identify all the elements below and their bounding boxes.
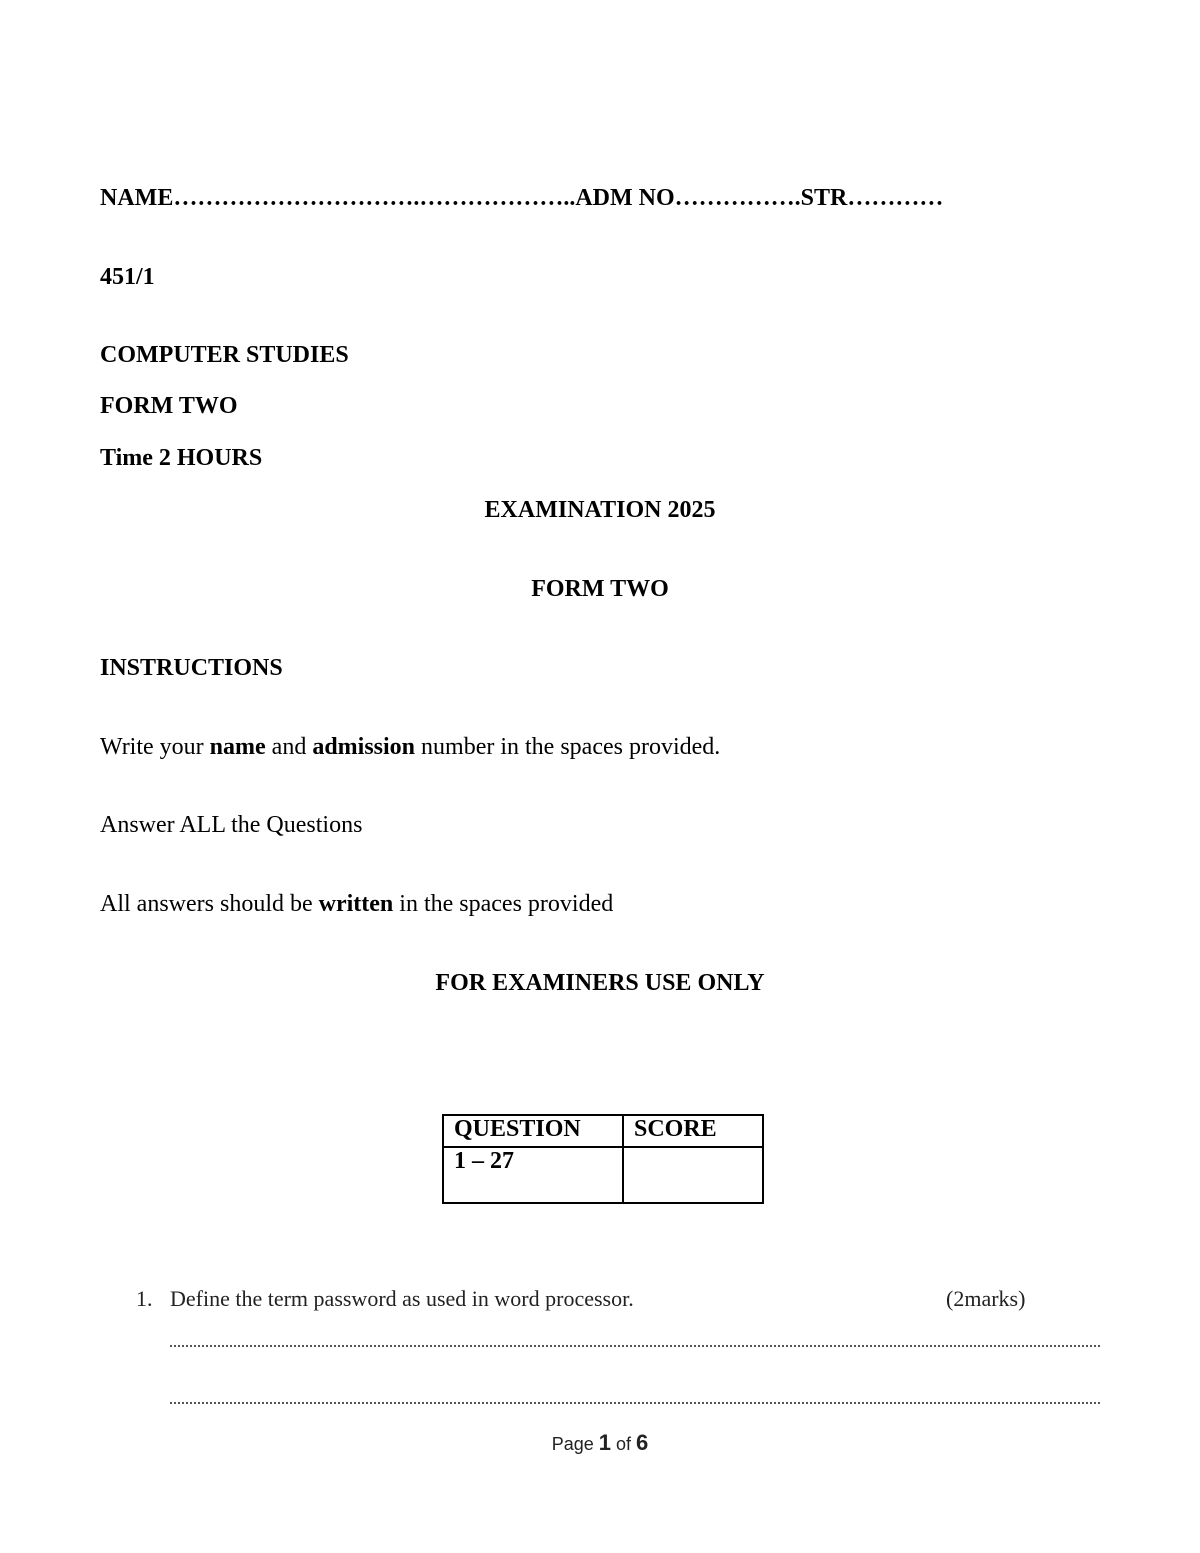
instructions-heading: INSTRUCTIONS [100,655,283,681]
str-label: STR [800,185,848,211]
score-table-header-score: SCORE [623,1115,763,1147]
paper-code: 451/1 [100,264,155,290]
instruction-1-bold-admission: admission [312,734,416,760]
instruction-1-bold-name: name [209,734,266,760]
instruction-1-text: Write your [100,734,210,760]
adm-field[interactable]: ……………. [674,185,801,211]
question-1-marks: (2marks) [946,1286,1026,1311]
adm-label: ADM NO [575,185,675,211]
table-row [443,1147,763,1203]
subject: COMPUTER STUDIES [100,342,349,368]
exam-title: EXAMINATION 2025 [484,497,716,523]
footer-page-word: Page [551,1434,594,1454]
instruction-1-text-2: and [265,734,313,760]
footer-current-page: 1 [598,1430,611,1455]
page-footer [0,1430,1200,1456]
instruction-3-text-2: in the spaces provided [393,891,614,917]
exam-form: FORM TWO [531,576,669,602]
instruction-3-text: All answers should be [100,891,319,917]
str-field[interactable]: ………… [847,185,944,211]
answer-line[interactable] [170,1343,1100,1347]
instruction-2: Answer ALL the Questions [100,812,363,838]
instruction-1 [100,733,720,761]
score-table-header [443,1115,763,1147]
form-level: FORM TWO [100,393,238,419]
score-table-header-question: QUESTION [443,1115,623,1147]
score-table [442,1114,764,1204]
answer-line[interactable] [170,1400,1100,1404]
question-1-number: 1. [136,1286,153,1311]
instruction-1-text-3: number in the spaces provided. [415,734,721,760]
name-field[interactable]: ………………………….……………….. [173,185,576,211]
instruction-3-bold-written: written [318,891,394,917]
time-allowed: Time 2 HOURS [100,445,263,471]
instruction-3 [100,890,613,918]
score-table-question-range: 1 – 27 [443,1147,623,1203]
examiners-heading: FOR EXAMINERS USE ONLY [435,970,765,996]
score-table-score-cell[interactable] [623,1147,763,1203]
footer-total-pages: 6 [636,1430,649,1455]
student-details-line [100,184,943,212]
question-1-text: Define the term password as used in word processor. [170,1286,634,1311]
footer-of-word: of [616,1434,632,1454]
name-label: NAME [100,185,174,211]
